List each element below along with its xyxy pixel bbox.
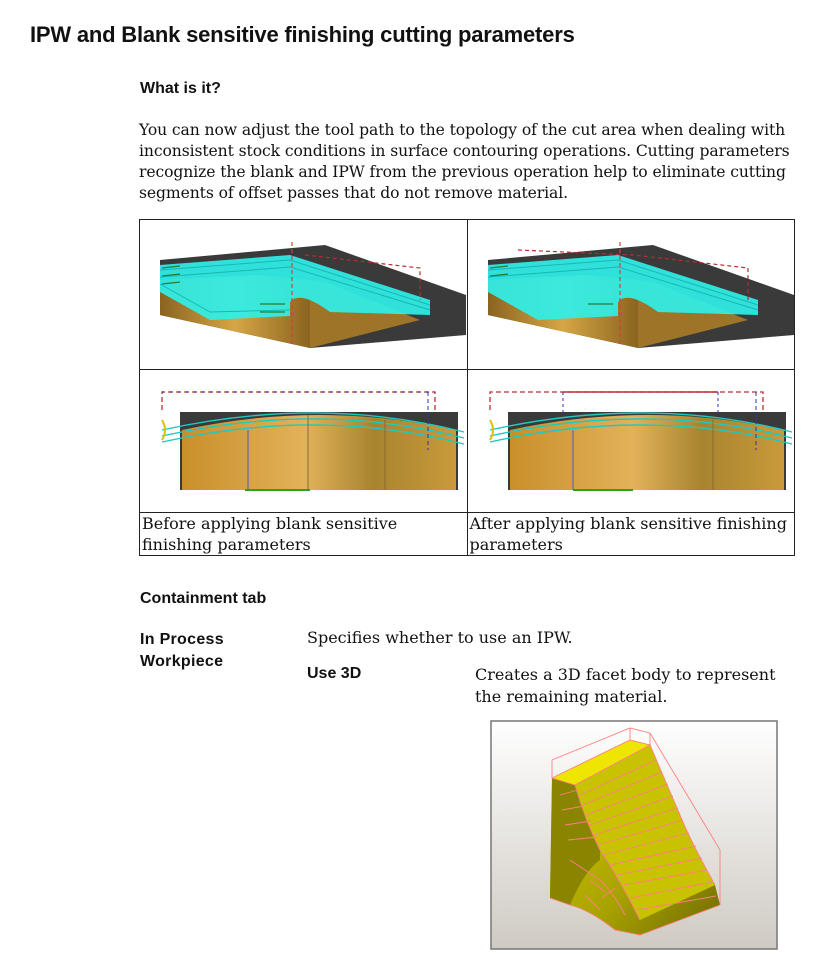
comparison-figure-table bbox=[139, 219, 795, 556]
after-3d-toolpath-image bbox=[468, 220, 794, 368]
before-side-view-cell bbox=[140, 370, 468, 513]
ipw-term-label: In Process Workpiece bbox=[140, 631, 224, 670]
before-3d-view-cell bbox=[140, 220, 468, 370]
what-is-it-heading: What is it? bbox=[140, 80, 221, 97]
containment-tab-heading: Containment tab bbox=[140, 590, 267, 607]
use-3d-term-label: Use 3D bbox=[307, 665, 362, 682]
before-3d-toolpath-image bbox=[140, 220, 466, 368]
before-side-toolpath-image bbox=[140, 370, 466, 511]
caption-after: After applying blank sensitive finishing parameters bbox=[467, 513, 795, 556]
after-3d-view-cell bbox=[467, 220, 795, 370]
facet-body-image bbox=[490, 720, 778, 950]
intro-paragraph: You can now adjust the tool path to the topology of the cut area when dealing with inconsistent stock conditions in surface contouring operations. Cutting parameters recognize the blank and IPW from the previous operation help to eliminate cutting segments of offset passes that do not remove material. bbox=[139, 121, 790, 202]
ipw-description: Specifies whether to use an IPW. bbox=[307, 628, 573, 647]
after-side-toolpath-image bbox=[468, 370, 794, 511]
after-side-view-cell bbox=[467, 370, 795, 513]
use-3d-description: Creates a 3D facet body to represent the remaining material. bbox=[475, 665, 776, 706]
caption-before: Before applying blank sensitive finishing parameters bbox=[140, 513, 468, 556]
page-title: IPW and Blank sensitive finishing cutting parameters bbox=[30, 22, 575, 47]
